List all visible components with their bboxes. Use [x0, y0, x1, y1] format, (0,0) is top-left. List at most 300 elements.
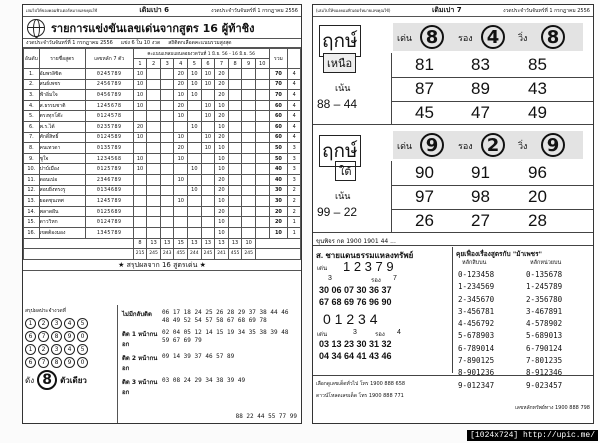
- row-name: ชูใจ: [39, 153, 85, 164]
- row-score: [147, 153, 161, 164]
- digit-head: 13: [228, 238, 242, 249]
- lucky-number: 26: [415, 211, 434, 230]
- row-rank: 12.: [24, 185, 40, 196]
- lucky-number: 81: [415, 55, 434, 74]
- footer-line-3: เลขหลักทรัพย์ทาง 1900 888 798: [515, 405, 590, 411]
- row-score: [201, 185, 215, 196]
- row-score: [188, 227, 202, 238]
- row-score: 10: [188, 69, 202, 80]
- mini-row: [25, 318, 115, 329]
- col1-title: หลักสิบบน: [462, 260, 487, 266]
- digit-total: 241: [215, 249, 229, 260]
- pair-item: 8-912346: [526, 368, 563, 378]
- row-score: [160, 79, 174, 90]
- th-period: คะแนนแหลมแผนลอยงวดวันที่ 1 มิ.ย. 56 - 16 มิ.ย. 56: [133, 49, 269, 59]
- north-line-1: [391, 77, 593, 78]
- row-score: [147, 69, 161, 80]
- row-score: 10: [188, 185, 202, 196]
- row-count: 4: [288, 90, 301, 101]
- th-round: 1: [133, 59, 147, 69]
- row-total: 20: [269, 217, 288, 228]
- lucky-number: 91: [471, 163, 490, 182]
- digit-total: 455: [174, 249, 188, 260]
- row-score: [242, 227, 256, 238]
- row-score: [174, 206, 188, 217]
- row-score: [133, 185, 147, 196]
- row-score: [255, 132, 269, 143]
- row-score: [133, 217, 147, 228]
- row-score: 10: [201, 111, 215, 122]
- row-total: 60: [269, 121, 288, 132]
- row-score: 10: [215, 121, 229, 132]
- row-score: [174, 185, 188, 196]
- col2-title: หลักหน่วยบน: [530, 260, 562, 266]
- forecast-values: 09 14 39 37 46 57 89: [162, 353, 235, 360]
- row-score: [160, 174, 174, 185]
- south-rong-label: รอง: [458, 142, 473, 152]
- row-name: ตรงทุกโต๊ะ: [39, 111, 85, 122]
- lucky-number: 96: [528, 163, 547, 182]
- row-score: 10: [133, 79, 147, 90]
- mini-digit: 4: [64, 344, 75, 355]
- row-score: [228, 227, 242, 238]
- south-ring-label: วิ่ง: [518, 142, 528, 152]
- forecast-section: [23, 305, 301, 423]
- table-row: [24, 227, 301, 238]
- row-score: [201, 217, 215, 228]
- row-score: [228, 90, 242, 101]
- forecast-key: ติด 1 หน้ากนอก: [122, 331, 158, 348]
- south-den-label: เด่น: [397, 142, 413, 152]
- row-name: อัมพรลิขิต: [39, 69, 85, 80]
- row-score: [242, 185, 256, 196]
- row-count: 1: [288, 217, 301, 228]
- row-count: 3: [288, 174, 301, 185]
- final-label: ตัวเดียว: [60, 375, 87, 385]
- left-header-note: เล่มไปให้ของคอมพิวเตอร์หมายเลขคุณใช้: [26, 8, 98, 13]
- row-score: [228, 79, 242, 90]
- south-label: ฤกษ์: [319, 135, 361, 167]
- digit-total: 245: [242, 249, 256, 260]
- row-rank: 6.: [24, 121, 40, 132]
- south-rong-value: 2: [481, 133, 505, 157]
- south-line-2: [391, 209, 593, 210]
- row-digits: 0135789: [85, 143, 133, 154]
- row-score: 10: [201, 100, 215, 111]
- row-score: [255, 206, 269, 217]
- row-score: 10: [188, 79, 202, 90]
- table-row: [24, 121, 301, 132]
- col2-list: [526, 269, 562, 392]
- row-name: เขตต้องมอง: [39, 227, 85, 238]
- col1-list: [458, 269, 494, 392]
- row-score: [242, 111, 256, 122]
- row-score: 20: [215, 90, 229, 101]
- forecast-values: 02 04 05 12 14 15 19 34 35 38 39 48 59 67 69 79: [162, 329, 289, 344]
- row-score: [160, 196, 174, 207]
- row-score: [255, 217, 269, 228]
- row-digits: 0124589: [85, 132, 133, 143]
- row-digits: 0134689: [85, 185, 133, 196]
- forecast-values: 03 08 24 29 34 38 39 49: [162, 377, 246, 384]
- row-score: [255, 227, 269, 238]
- lucky-number: 90: [415, 163, 434, 182]
- table-row: [24, 132, 301, 143]
- phone-line: ขุนพิจร กด 1900 1901 44 ...: [316, 238, 396, 245]
- forecast-values: 06 17 18 24 25 26 28 29 37 38 44 46 48 49 52 54 57 58 67 68 69 78: [162, 309, 289, 324]
- pair-item: 6-790124: [526, 343, 563, 353]
- row-rank: 8.: [24, 143, 40, 154]
- row-score: [188, 143, 202, 154]
- final-digit: 8: [37, 370, 57, 390]
- north-ring-label: วิ่ง: [518, 34, 528, 44]
- table-row: [24, 111, 301, 122]
- forecast-list: [119, 305, 301, 423]
- lucky-ring-b: 7: [393, 275, 397, 282]
- south-sub-label: ใต้: [335, 161, 356, 181]
- north-rong-value: 4: [481, 25, 505, 49]
- row-digits: 0125789: [85, 164, 133, 175]
- row-score: 10: [201, 132, 215, 143]
- pair-item: 1-234569: [458, 282, 495, 292]
- th-round: 4: [174, 59, 188, 69]
- row-rank: 14.: [24, 206, 40, 217]
- row-score: 10: [174, 196, 188, 207]
- digit-total: 243: [160, 249, 174, 260]
- south-neb-label: เน้น: [335, 192, 351, 202]
- lucky-row-4: 04 34 64 41 43 46: [319, 351, 392, 361]
- north-den-label: เด่น: [397, 34, 413, 44]
- pair-item: 9-023457: [526, 380, 563, 390]
- row-name: ดาววิหก: [39, 217, 85, 228]
- row-total: 10: [269, 227, 288, 238]
- mini-digit: 1: [25, 344, 36, 355]
- row-count: 4: [288, 132, 301, 143]
- mini-digit: 8: [51, 357, 62, 368]
- left-page-label: เดิมเปา 6: [139, 6, 170, 14]
- digit-total: 244: [188, 249, 202, 260]
- row-name: สอบยิ่งทรงรู: [39, 185, 85, 196]
- row-score: [242, 153, 256, 164]
- row-score: [228, 121, 242, 132]
- row-score: [201, 227, 215, 238]
- row-score: [242, 206, 256, 217]
- south-block: [313, 125, 593, 233]
- north-den-value: 8: [420, 25, 444, 49]
- row-count: 4: [288, 69, 301, 80]
- row-digits: 1245789: [85, 196, 133, 207]
- row-score: 20: [215, 69, 229, 80]
- row-rank: 13.: [24, 196, 40, 207]
- pair-item: 4-456792: [458, 319, 495, 329]
- final-digit-row: [25, 370, 115, 390]
- row-score: [255, 69, 269, 80]
- row-score: [242, 69, 256, 80]
- row-score: 10: [188, 121, 202, 132]
- row-score: [242, 100, 256, 111]
- row-score: [242, 217, 256, 228]
- lucky-mid2-a: 3: [353, 329, 357, 336]
- mini-digit: 5: [77, 344, 88, 355]
- row-score: [188, 132, 202, 143]
- mini-digit: 7: [38, 331, 49, 342]
- row-score: [255, 164, 269, 175]
- table-row: [24, 90, 301, 101]
- pair-item: 4-578902: [526, 319, 563, 329]
- row-score: 10: [133, 90, 147, 101]
- row-digits: 0456789: [85, 90, 133, 101]
- lucky-mid: 0 1 2 3 4: [323, 311, 378, 327]
- lucky-number: 27: [471, 211, 490, 230]
- row-score: [133, 111, 147, 122]
- last-line: 88 22 44 55 77 99: [235, 413, 297, 420]
- digit-total: 245: [201, 249, 215, 260]
- row-score: 10: [215, 217, 229, 228]
- row-name: พลาดฝัน: [39, 206, 85, 217]
- digit-totals-pad: [255, 249, 300, 260]
- right-page: [312, 4, 594, 424]
- th-round: 7: [215, 59, 229, 69]
- forecast-row: [122, 329, 298, 349]
- row-score: [160, 143, 174, 154]
- row-digits: 0125689: [85, 206, 133, 217]
- mini-digit: 2: [38, 344, 49, 355]
- row-count: 3: [288, 143, 301, 154]
- row-count: 3: [288, 164, 301, 175]
- row-score: [188, 111, 202, 122]
- th-total: รวม: [269, 49, 288, 69]
- row-name: ส.ธรรมชาติ: [39, 100, 85, 111]
- subline-rounds: แข่ง 6 ใน 10 งวด: [120, 40, 161, 46]
- row-score: [160, 132, 174, 143]
- footer-line-2: ดาวน์โหลดเลขเด็ด โทร 1900 888 771: [316, 393, 404, 399]
- mini-digit: 0: [77, 331, 88, 342]
- th-round: 9: [242, 59, 256, 69]
- digit-head: 15: [174, 238, 188, 249]
- lucky-number: 49: [528, 103, 547, 122]
- row-score: [242, 174, 256, 185]
- row-score: [160, 90, 174, 101]
- th-rank: อันดับ: [24, 49, 40, 69]
- mini-digit: 7: [38, 357, 49, 368]
- left-title: รายการแข่งขันเลขเด่นจากสูตร 16 ผู้ท้าชิง: [51, 21, 255, 35]
- digit-head: 13: [188, 238, 202, 249]
- row-score: [160, 206, 174, 217]
- lucky-number: 89: [471, 79, 490, 98]
- lucky-number: 98: [471, 187, 490, 206]
- mini-digit: 3: [51, 344, 62, 355]
- row-score: [228, 185, 242, 196]
- pair-item: 2-345670: [458, 294, 495, 304]
- row-score: [147, 90, 161, 101]
- row-score: 20: [174, 69, 188, 80]
- row-rank: 2.: [24, 79, 40, 90]
- row-rank: 4.: [24, 100, 40, 111]
- south-den-value: 9: [420, 133, 444, 157]
- digit-total: 245: [147, 249, 161, 260]
- final-prefix: ดัง: [25, 375, 35, 385]
- row-digits: 1245678: [85, 100, 133, 111]
- th-round: 6: [201, 59, 215, 69]
- row-score: [147, 227, 161, 238]
- row-digits: 1345789: [85, 227, 133, 238]
- phone-divider: [313, 245, 593, 246]
- pair-item: 3-456781: [458, 306, 495, 316]
- row-score: [160, 164, 174, 175]
- row-score: [174, 121, 188, 132]
- row-score: 10: [174, 90, 188, 101]
- row-total: 60: [269, 100, 288, 111]
- row-score: [160, 185, 174, 196]
- row-name: ปาบ์เมือง: [39, 164, 85, 175]
- row-total: 40: [269, 164, 288, 175]
- lucky-number: 47: [471, 103, 490, 122]
- south-ring-value: 9: [541, 133, 565, 157]
- row-total: 70: [269, 69, 288, 80]
- row-score: [255, 196, 269, 207]
- lucky-row-2: 67 68 69 76 96 90: [319, 297, 392, 307]
- row-name: คนเทวดา: [39, 143, 85, 154]
- row-score: [188, 196, 202, 207]
- row-score: 20: [174, 79, 188, 90]
- row-score: [147, 143, 161, 154]
- row-score: [228, 143, 242, 154]
- row-count: 1: [288, 227, 301, 238]
- row-score: 20: [215, 111, 229, 122]
- pair-item: 5-678903: [458, 331, 495, 341]
- mini-digit: 2: [38, 318, 49, 329]
- row-count: 2: [288, 196, 301, 207]
- forecast-key: ติด 3 หน้ากนอก: [122, 379, 158, 396]
- row-name: ศักดิ์สิทธิ์: [39, 132, 85, 143]
- north-block: [313, 17, 593, 125]
- row-score: [160, 121, 174, 132]
- row-rank: 11.: [24, 174, 40, 185]
- digit-total: 215: [133, 249, 147, 260]
- row-score: [201, 206, 215, 217]
- left-header-date: งวดประจำวันจันทร์ที่ 1 กรกฎาคม 2556: [211, 7, 298, 14]
- row-name: ยอดชุนเทศ: [39, 196, 85, 207]
- row-digits: 1234568: [85, 153, 133, 164]
- row-score: 10: [133, 164, 147, 175]
- row-score: [160, 227, 174, 238]
- globe-icon: [27, 19, 45, 37]
- row-score: [160, 100, 174, 111]
- row-score: [228, 111, 242, 122]
- row-score: [201, 90, 215, 101]
- pair-item: 6-789014: [458, 343, 495, 353]
- row-score: 10: [201, 69, 215, 80]
- row-score: [147, 121, 161, 132]
- row-score: [255, 174, 269, 185]
- row-score: 10: [133, 132, 147, 143]
- row-score: [188, 206, 202, 217]
- row-score: 10: [188, 164, 202, 175]
- row-score: [133, 143, 147, 154]
- pair-item: 5-689013: [526, 331, 563, 341]
- row-score: [242, 90, 256, 101]
- row-name: พ.ร.ไต้: [39, 121, 85, 132]
- row-digits: 0245789: [85, 69, 133, 80]
- lucky-number: 83: [471, 55, 490, 74]
- row-digits: 2346789: [85, 174, 133, 185]
- lucky-number: 28: [528, 211, 547, 230]
- row-digits: 0235789: [85, 121, 133, 132]
- lucky-row-1: 30 06 07 30 36 37: [319, 285, 392, 295]
- row-score: 20: [133, 121, 147, 132]
- row-score: 20: [174, 100, 188, 111]
- watermark: [1024x724] http://upic.me/: [467, 430, 598, 441]
- row-score: [228, 206, 242, 217]
- footer-line-1: เลือกดูเลขเด็ดทั่วไป โทร 1900 888 658: [316, 381, 406, 387]
- right-header-date: งวดประจำวันจันทร์ที่ 1 กรกฎาคม 2556: [503, 7, 590, 14]
- th-n: [288, 49, 301, 69]
- row-count: 2: [288, 185, 301, 196]
- table-row: [24, 196, 301, 207]
- row-score: [242, 121, 256, 132]
- right-header: [313, 5, 593, 17]
- north-line-2: [391, 101, 593, 102]
- row-score: [201, 121, 215, 132]
- forecast-row: [122, 353, 298, 373]
- row-rank: 16.: [24, 227, 40, 238]
- north-ring-value: 8: [541, 25, 565, 49]
- row-score: [255, 185, 269, 196]
- table-row: [24, 153, 301, 164]
- row-score: [255, 121, 269, 132]
- row-score: [147, 79, 161, 90]
- th-name: รายชื่อสูตร: [39, 49, 85, 69]
- mini-row: [25, 344, 115, 355]
- north-rong-label: รอง: [458, 34, 473, 44]
- lucky-den-2: เด่น: [317, 332, 328, 338]
- row-score: [147, 217, 161, 228]
- digit-totals-label: [24, 249, 134, 260]
- row-score: [174, 217, 188, 228]
- row-total: 50: [269, 153, 288, 164]
- pair-item: 3-467891: [526, 306, 563, 316]
- mini-panel: [23, 305, 118, 423]
- row-score: 10: [215, 227, 229, 238]
- lucky-number: 97: [415, 187, 434, 206]
- row-score: [201, 174, 215, 185]
- row-score: 10: [201, 79, 215, 90]
- row-name: ดอนเปอ: [39, 174, 85, 185]
- north-divider: [391, 53, 392, 125]
- right-page-label: เดิมเปา 7: [431, 6, 462, 14]
- row-score: [188, 217, 202, 228]
- row-score: 20: [215, 132, 229, 143]
- left-page: [22, 4, 302, 424]
- row-rank: 5.: [24, 111, 40, 122]
- row-rank: 7.: [24, 132, 40, 143]
- lucky-row-3: 03 13 23 30 31 32: [319, 339, 392, 349]
- pair-item: 9-012347: [458, 380, 495, 390]
- row-score: [255, 143, 269, 154]
- digit-total: 455: [228, 249, 242, 260]
- row-name: ฟ้าอิ่มใจ: [39, 90, 85, 101]
- lucky-number: 45: [415, 103, 434, 122]
- right-header-note: (เล่มไปให้ของคอมพิวเตอร์หมายเลขคุณใช้): [316, 8, 391, 13]
- row-score: [188, 100, 202, 111]
- row-score: 10: [215, 164, 229, 175]
- lucky-number: 85: [528, 55, 547, 74]
- table-row: [24, 143, 301, 154]
- left-header: [23, 5, 301, 17]
- row-score: [242, 143, 256, 154]
- row-score: 10: [215, 143, 229, 154]
- lucky-number: 87: [415, 79, 434, 98]
